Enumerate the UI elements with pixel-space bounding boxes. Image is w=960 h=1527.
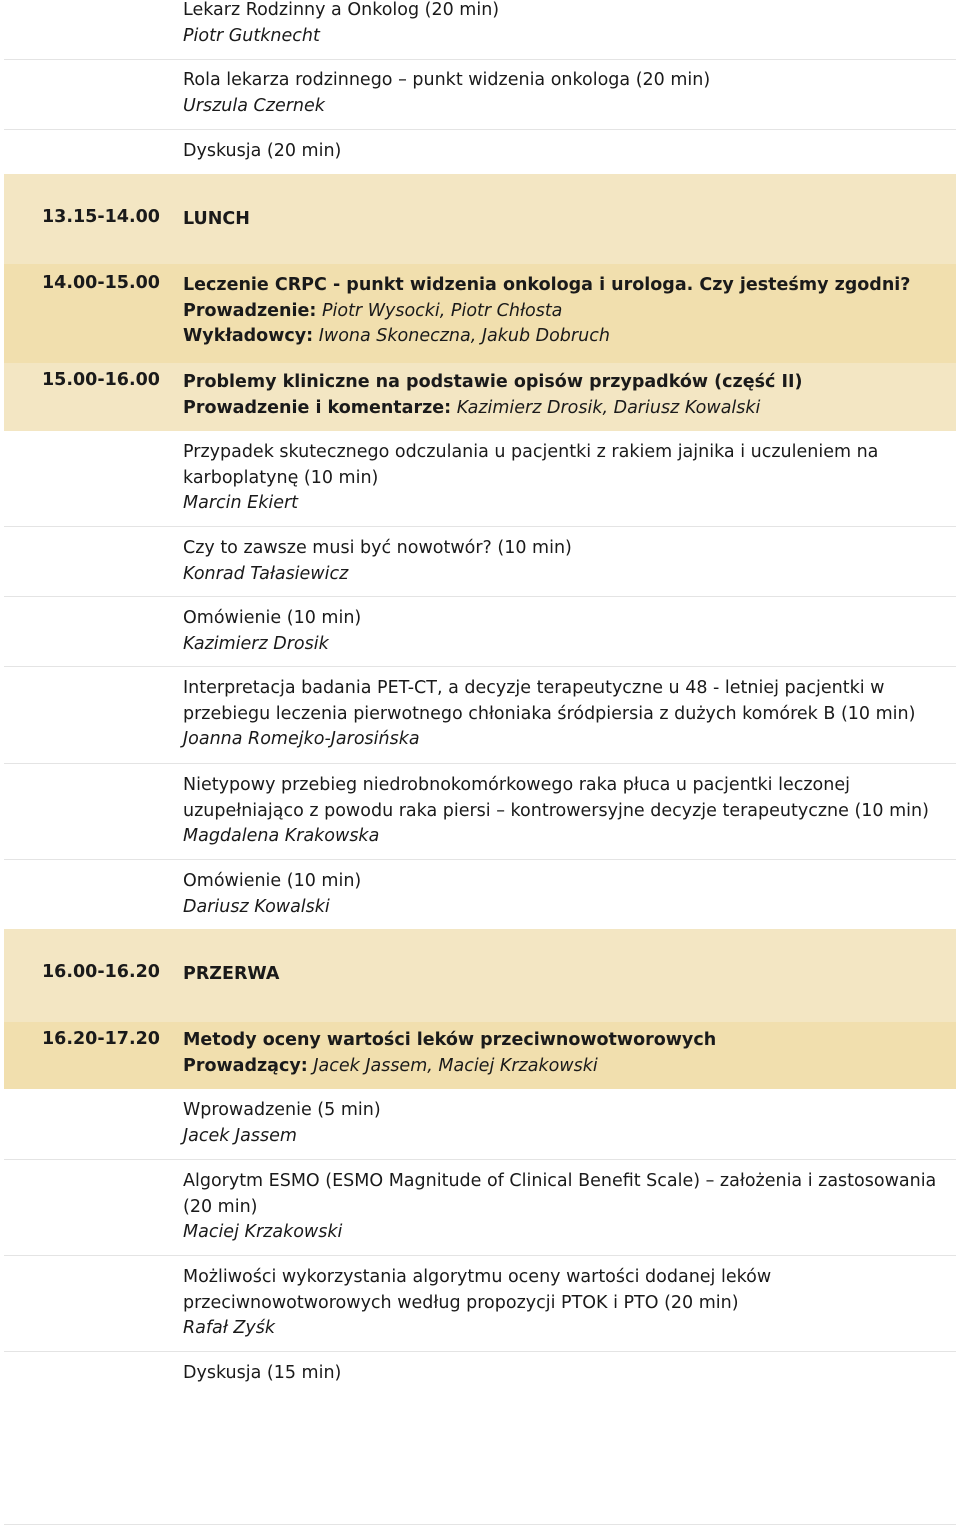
talk-title-cont: przeciwnowotworowych według propozycji PTOK i PTO (20 min) — [183, 1292, 739, 1313]
chairs-label: Prowadzenie i komentarze: — [183, 397, 452, 418]
speaker-name: Maciej Krzakowski — [183, 1222, 343, 1242]
chairs-label: Prowadzenie: — [183, 300, 317, 321]
talk-title: Rola lekarza rodzinnego – punkt widzenia onkologa (20 min) — [183, 70, 711, 90]
speaker-name: Piotr Gutknecht — [183, 25, 320, 46]
speaker-name: Jacek Jassem — [183, 1125, 297, 1146]
talk-title: Omówienie (10 min) — [183, 608, 362, 628]
session-header — [4, 1022, 956, 1089]
agenda-item — [4, 1089, 956, 1160]
session-header — [4, 264, 956, 363]
talk-title: Dyskusja (15 min) — [183, 1363, 342, 1383]
speaker-name: Urszula Czernek — [183, 95, 325, 116]
talk-title: Interpretacja badania PET-CT, a decyzje terapeutyczne u 48 - letniej pacjentki w — [183, 678, 885, 698]
chairs-names: Kazimierz Drosik, Dariusz Kowalski — [456, 397, 761, 418]
talk-title-cont: przebiegu leczenia pierwotnego chłoniaka śródpiersia z dużych komórek B (10 min) — [183, 703, 916, 724]
speaker-name: Rafał Zyśk — [183, 1318, 275, 1338]
agenda-item — [4, 527, 956, 597]
agenda-item — [4, 1352, 956, 1412]
talk-title: Przypadek skutecznego odczulania u pacjentki z rakiem jajnika i uczuleniem na — [183, 442, 879, 462]
speaker-name: Dariusz Kowalski — [183, 896, 330, 917]
time-slot: 16.00-16.20 — [42, 962, 160, 982]
agenda-item — [4, 60, 956, 130]
lecturers-label: Wykładowcy: — [183, 326, 314, 346]
talk-title: Lekarz Rodzinny a Onkolog (20 min) — [183, 0, 500, 20]
talk-title: Wprowadzenie (5 min) — [183, 1100, 381, 1120]
break-title: LUNCH — [183, 209, 250, 229]
time-slot: 13.15-14.00 — [42, 207, 160, 227]
time-slot: 16.20-17.20 — [42, 1029, 160, 1049]
agenda-item — [4, 130, 956, 174]
talk-title: Omówienie (10 min) — [183, 871, 362, 891]
agenda-item — [4, 597, 956, 667]
talk-title-cont: karboplatynę (10 min) — [183, 467, 379, 488]
chairs-names: Piotr Wysocki, Piotr Chłosta — [321, 300, 563, 321]
session-title: Problemy kliniczne na podstawie opisów przypadków (część II) — [183, 372, 803, 392]
break-row — [4, 929, 956, 1022]
time-slot: 14.00-15.00 — [42, 273, 160, 293]
speaker-name: Konrad Tałasiewicz — [183, 563, 349, 584]
talk-title-cont: uzupełniająco z powodu raka piersi – kontrowersyjne decyzje terapeutyczne (10 min) — [183, 800, 929, 821]
speaker-name: Marcin Ekiert — [183, 493, 299, 513]
talk-title: Dyskusja (20 min) — [183, 141, 342, 161]
session-title: Metody oceny wartości leków przeciwnowotworowych — [183, 1030, 717, 1050]
agenda-item — [4, 1256, 956, 1352]
lecturers-names: Iwona Skoneczna, Jakub Dobruch — [318, 326, 610, 346]
talk-title: Możliwości wykorzystania algorytmu oceny wartości dodanej leków — [183, 1267, 772, 1287]
talk-title: Nietypowy przebieg niedrobnokomórkowego raka płuca u pacjentki leczonej — [183, 775, 850, 795]
speaker-name: Magdalena Krakowska — [183, 826, 380, 846]
talk-title: Czy to zawsze musi być nowotwór? (10 min) — [183, 538, 572, 558]
agenda-item — [4, 860, 956, 929]
session-title: Leczenie CRPC - punkt widzenia onkologa i urologa. Czy jesteśmy zgodni? — [183, 275, 911, 295]
agenda-item — [4, 667, 956, 764]
agenda-item — [4, 764, 956, 860]
agenda-item — [4, 431, 956, 527]
break-title: PRZERWA — [183, 964, 280, 984]
time-slot: 15.00-16.00 — [42, 370, 160, 390]
agenda-item — [4, 0, 956, 60]
lunch-row — [4, 174, 956, 264]
chairs-names: Jacek Jassem, Maciej Krzakowski — [313, 1055, 598, 1076]
session-header — [4, 363, 956, 431]
agenda-item — [4, 1160, 956, 1256]
chairs-label: Prowadzący: — [183, 1055, 308, 1076]
divider — [4, 1524, 956, 1525]
speaker-name: Joanna Romejko-Jarosińska — [183, 729, 420, 749]
talk-title: Algorytm ESMO (ESMO Magnitude of Clinical Benefit Scale) – założenia i zastosowania — [183, 1171, 937, 1191]
speaker-name: Kazimierz Drosik — [183, 633, 329, 654]
talk-title-cont: (20 min) — [183, 1196, 258, 1217]
